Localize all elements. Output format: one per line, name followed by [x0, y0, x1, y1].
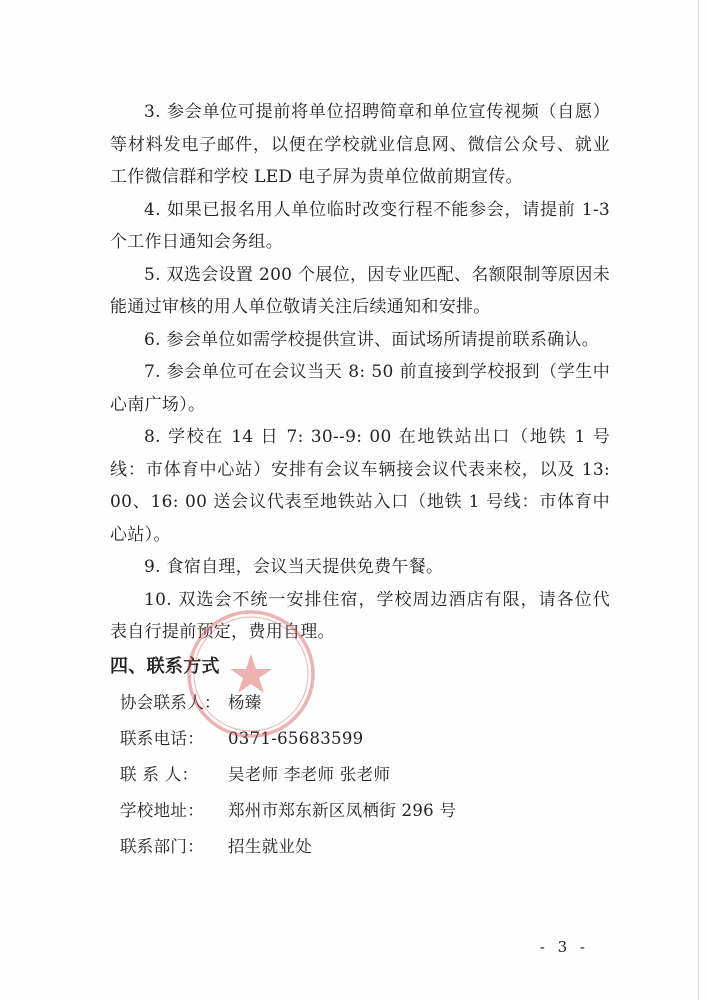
paragraph-6: 6. 参会单位如需学校提供宣讲、面试场所请提前联系确认。 — [144, 329, 600, 350]
contact-value: 吴老师 李老师 张老师 — [228, 764, 391, 784]
contact-row-person — [110, 757, 610, 793]
document-body — [110, 96, 610, 865]
contact-row-address — [110, 793, 610, 829]
paragraph-5: 5. 双选会设置 200 个展位，因专业匹配、名额限制等原因未能通过审核的用人单位敬请关注后续通知和安排。 — [110, 264, 610, 317]
contact-value: 招生就业处 — [228, 836, 312, 856]
contact-value: 杨臻 — [228, 692, 262, 712]
contact-label: 学校地址： — [120, 800, 204, 820]
paragraph-7: 7. 参会单位可在会议当天 8: 50 前直接到学校报到（学生中心南广场）。 — [110, 362, 610, 415]
paragraph-8: 8. 学校在 14 日 7: 30--9: 00 在地铁站出口（地铁 1 号线：市体育中心站）安排有会议车辆接会议代表来校，以及 13: 00、16: 00 送会议代表至地铁站入口（地铁 1 号线：市体育中心站）。 — [110, 427, 610, 545]
contact-row-phone — [110, 721, 610, 757]
paragraph-10: 10. 双选会不统一安排住宿，学校周边酒店有限，请各位代表自行提前预定，费用自理。 — [110, 589, 610, 642]
contact-label: 协会联系人： — [120, 692, 221, 712]
contact-label: 联系部门： — [120, 836, 204, 856]
contact-row-association — [110, 685, 610, 721]
paragraph-4: 4. 如果已报名用人单位临时改变行程不能参会，请提前 1-3 个工作日通知会务组。 — [110, 199, 610, 252]
section-heading-contact: 四、联系方式 — [110, 655, 220, 677]
contact-value: 郑州市郑东新区凤栖街 296 号 — [228, 800, 457, 820]
contact-row-department — [110, 829, 610, 865]
page-number: - 3 - — [539, 938, 589, 956]
paragraph-3: 3. 参会单位可提前将单位招聘简章和单位宣传视频（自愿）等材料发电子邮件，以便在学校就业信息网、微信公众号、就业工作微信群和学校 LED 电子屏为贵单位做前期宣传。 — [110, 102, 610, 187]
page-edge-line — [698, 0, 699, 1000]
contact-value: 0371-65683599 — [228, 728, 364, 748]
paragraph-9: 9. 食宿自理，会议当天提供免费午餐。 — [144, 557, 444, 577]
contact-label: 联系电话： — [120, 728, 204, 748]
contact-label: 联 系 人： — [120, 764, 199, 784]
